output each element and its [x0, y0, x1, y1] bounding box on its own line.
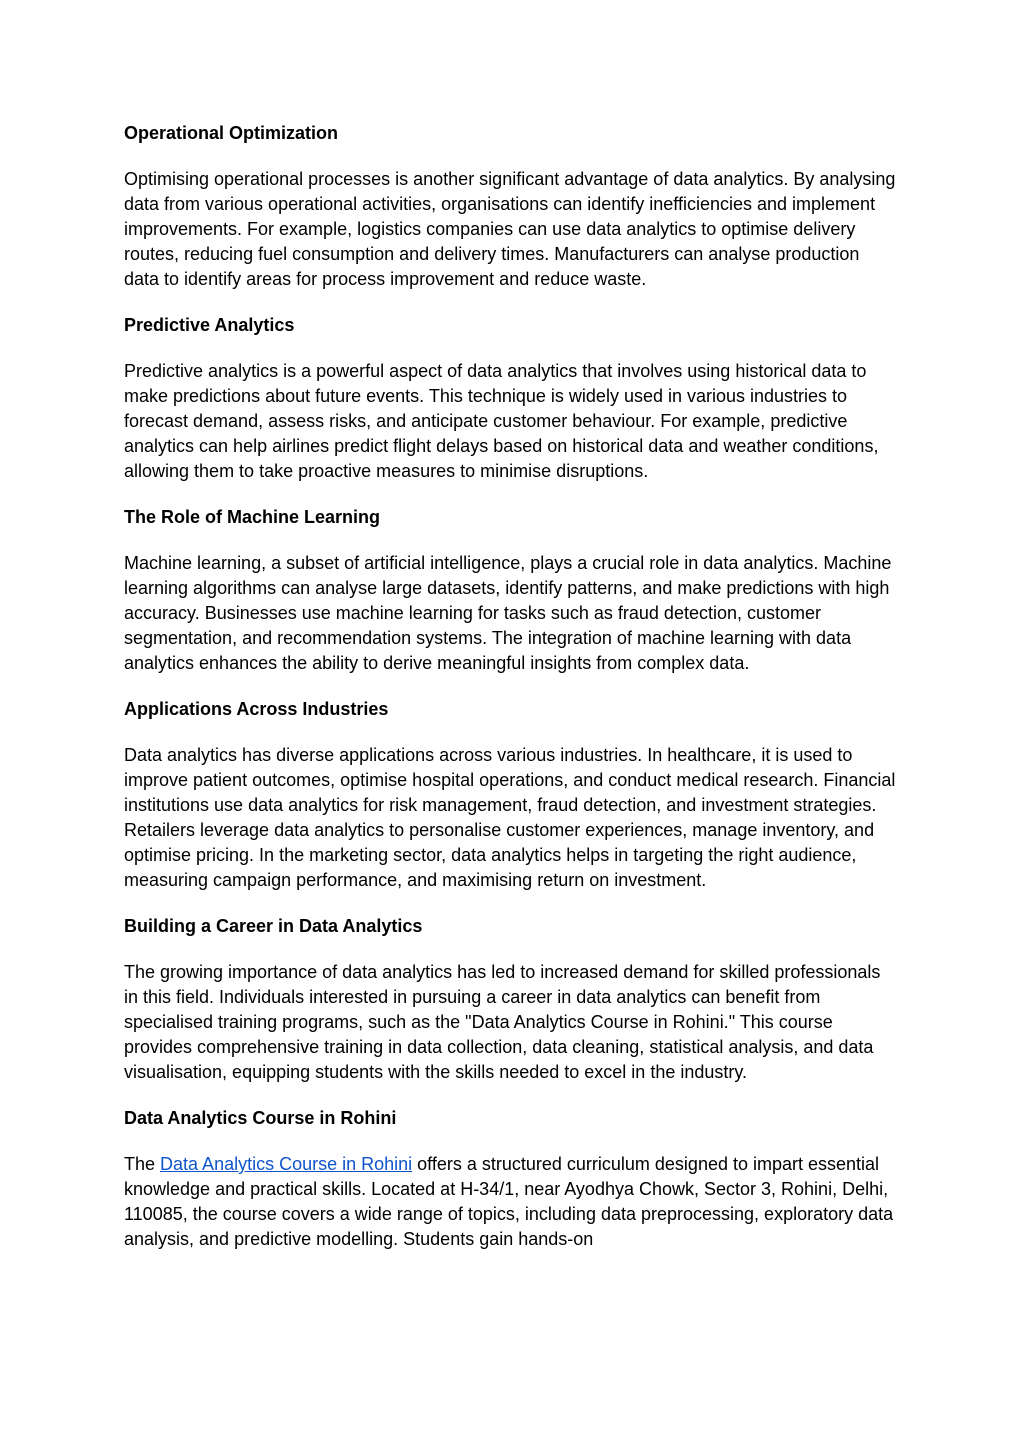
paragraph-suffix: offers a structured curriculum designed to impart essential knowledge and practical skills. Located at H-34/1, near Ayodhya Chowk, Sector 3, Rohini, Delhi, 110085, the course covers a wide range of topics, including data preprocessing, exploratory data analysis, and predictive modelling. Students gain hands-on: [124, 1154, 894, 1249]
section-heading: The Role of Machine Learning: [124, 507, 381, 527]
section-applications: [124, 697, 899, 893]
section-paragraph: Machine learning, a subset of artificial intelligence, plays a crucial role in data analytics. Machine learning algorithms can analyse large datasets, identify patterns, and make predictions with high accuracy. Businesses use machine learning for tasks such as fraud detection, customer segmentation, and recommendation systems. The integration of machine learning with data analytics enhances the ability to derive meaningful insights from complex data.: [124, 553, 892, 673]
section-operational-optimization: [124, 121, 899, 292]
section-course-rohini: [124, 1106, 899, 1252]
section-heading: Predictive Analytics: [124, 315, 295, 335]
section-heading: Building a Career in Data Analytics: [124, 916, 423, 936]
section-paragraph: The growing importance of data analytics has led to increased demand for skilled professionals in this field. Individuals interested in pursuing a career in data analytics can benefit from specialised training programs, such as the "Data Analytics Course in Rohini." This course provides comprehensive training in data collection, data cleaning, statistical analysis, and data visualisation, equipping students with the skills needed to excel in the industry.: [124, 962, 881, 1082]
section-career: [124, 914, 899, 1085]
section-machine-learning: [124, 505, 899, 676]
section-heading: Data Analytics Course in Rohini: [124, 1108, 397, 1128]
section-paragraph: Data analytics has diverse applications across various industries. In healthcare, it is used to improve patient outcomes, optimise hospital operations, and conduct medical research. Financial institutions use data analytics for risk management, fraud detection, and investment strategies. Retailers leverage data analytics to personalise customer experiences, manage inventory, and optimise pricing. In the marketing sector, data analytics helps in targeting the right audience, measuring campaign performance, and maximising return on investment.: [124, 745, 896, 890]
document-body: [124, 121, 899, 1273]
section-heading: Operational Optimization: [124, 123, 339, 143]
paragraph-prefix: The: [124, 1154, 161, 1174]
course-link[interactable]: Data Analytics Course in Rohini: [160, 1154, 413, 1174]
section-paragraph: Predictive analytics is a powerful aspect of data analytics that involves using historical data to make predictions about future events. This technique is widely used in various industries to forecast demand, assess risks, and anticipate customer behaviour. For example, predictive analytics can help airlines predict flight delays based on historical data and weather conditions, allowing them to take proactive measures to minimise disruptions.: [124, 361, 879, 481]
section-predictive-analytics: [124, 313, 899, 484]
section-paragraph: [124, 1152, 899, 1252]
section-paragraph: Optimising operational processes is another significant advantage of data analytics. By analysing data from various operational activities, organisations can identify inefficiencies and implement improvements. For example, logistics companies can use data analytics to optimise delivery routes, reducing fuel consumption and delivery times. Manufacturers can analyse production data to identify areas for process improvement and reduce waste.: [124, 169, 896, 289]
section-heading: Applications Across Industries: [124, 699, 389, 719]
